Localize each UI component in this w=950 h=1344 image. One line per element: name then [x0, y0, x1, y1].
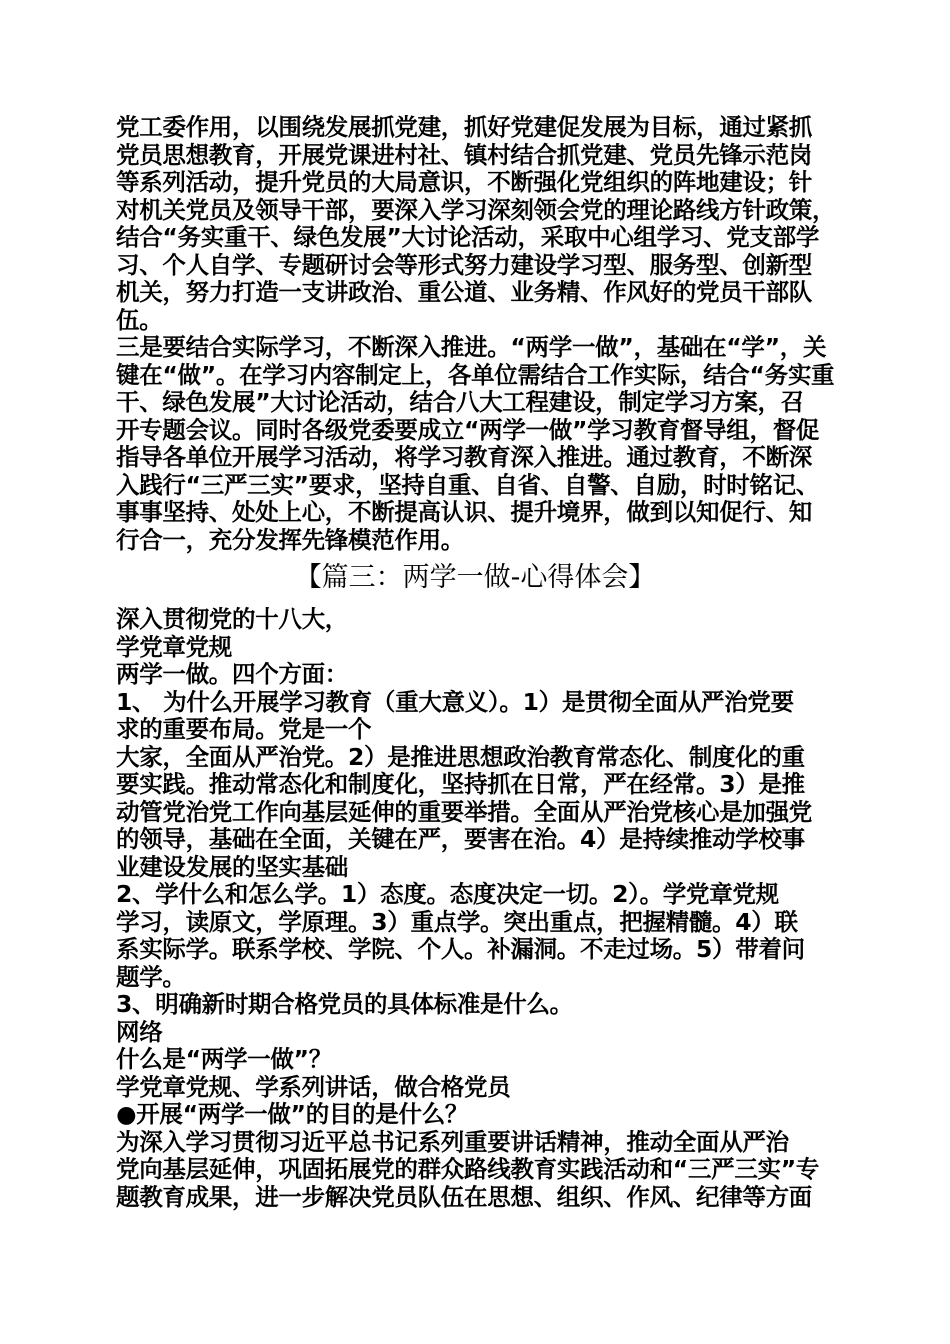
text-line: 键在“做”。在学习内容制定上，各单位需结合工作实际，结合“务实重: [116, 360, 835, 389]
section-two-text: [116, 606, 842, 1211]
text-line: 求的重要布局。党是一个: [116, 715, 372, 743]
section-one-text: [116, 114, 842, 554]
text-line: 开专题会议。同时各级党委要成立“两学一做”学习教育督导组，督促: [116, 415, 820, 444]
text-line: 动管党治党工作向基层延伸的重要举措。全面从严治党核心是加强党: [116, 797, 812, 826]
section-heading: 【篇三：两学一做-心得体会】: [294, 562, 656, 593]
text-line: 题教育成果，进一步解决党员队伍在思想、组织、作风、纪律等方面: [116, 1182, 812, 1211]
text-line: 3、明确新时期合格党员的具体标准是什么。: [116, 990, 573, 1018]
text-line: 党工委作用，以围绕发展抓党建，抓好党建促发展为目标，通过紧抓: [116, 113, 812, 141]
text-line: 的领导，基础在全面，关键在严，要害在治。4）是持续推动学校事: [116, 825, 805, 853]
text-line: 深入贯彻党的十八大，: [116, 605, 348, 633]
text-line: 系实际学。联系学校、学院、个人。补漏洞。不走过场。5）带着问: [116, 935, 805, 963]
text-line: 学党章党规: [116, 632, 232, 661]
text-line: 学习，读原文，学原理。3）重点学。突出重点，把握精髓。4）联: [116, 907, 798, 936]
text-line: 网络: [116, 1017, 163, 1046]
text-line: 机关，努力打造一支讲政治、重公道、业务精、作风好的党员干部队: [116, 278, 812, 306]
text-line: 党员思想教育，开展党课进村社、镇村结合抓党建、党员先锋示范岗: [116, 140, 812, 169]
text-line: 等系列活动，提升党员的大局意识，不断强化党组织的阵地建设；针: [116, 168, 812, 196]
text-line: 为深入学习贯彻习近平总书记系列重要讲话精神，推动全面从严治: [116, 1127, 789, 1156]
text-line: 习、个人自学、专题研讨会等形式努力建设学习型、服务型、创新型: [116, 250, 812, 279]
text-line: ●开展“两学一做”的目的是什么？: [116, 1100, 469, 1128]
text-line: 2、学什么和怎么学。1）态度。态度决定一切。2）。学党章党规: [116, 880, 779, 908]
text-line: 要实践。推动常态化和制度化，坚持抓在日常，严在经常。3）是推: [116, 770, 805, 798]
text-line: 入践行“三严三实”要求，坚持自重、自省、自警、自励，时时铭记、: [116, 470, 820, 499]
text-line: 学党章党规、学系列讲话，做合格党员: [116, 1072, 511, 1101]
text-line: 什么是“两学一做”？: [116, 1045, 332, 1073]
text-line: 事事坚持、处处上心，不断提高认识、提升境界，做到以知促行、知: [116, 498, 812, 526]
text-line: 两学一做。四个方面：: [116, 660, 348, 688]
text-line: 指导各单位开展学习活动，将学习教育深入推进。通过教育，不断深: [116, 443, 812, 471]
text-line: 对机关党员及领导干部，要深入学习深刻领会党的理论路线方针政策，: [116, 195, 836, 224]
text-line: 结合“务实重干、绿色发展”大讨论活动，采取中心组学习、党支部学: [116, 223, 820, 251]
text-line: 干、绿色发展”大讨论活动，结合八大工程建设，制定学习方案，召: [116, 388, 804, 416]
text-line: 题学。: [116, 962, 186, 991]
text-line: 业建设发展的坚实基础: [116, 852, 348, 881]
text-line: 党向基层延伸，巩固拓展党的群众路线教育实践活动和“三严三实”专: [116, 1155, 820, 1183]
text-line: 三是要结合实际学习，不断深入推进。“两学一做”，基础在“学”，关: [116, 333, 827, 361]
text-line: 1、 为什么开展学习教育（重大意义）。1）是贯彻全面从严治党要: [116, 687, 794, 716]
text-line: 大家，全面从严治党。2）是推进思想政治教育常态化、制度化的重: [116, 742, 805, 771]
text-line: 伍。: [116, 305, 163, 334]
text-line: 行合一，充分发挥先锋模范作用。: [116, 525, 464, 554]
